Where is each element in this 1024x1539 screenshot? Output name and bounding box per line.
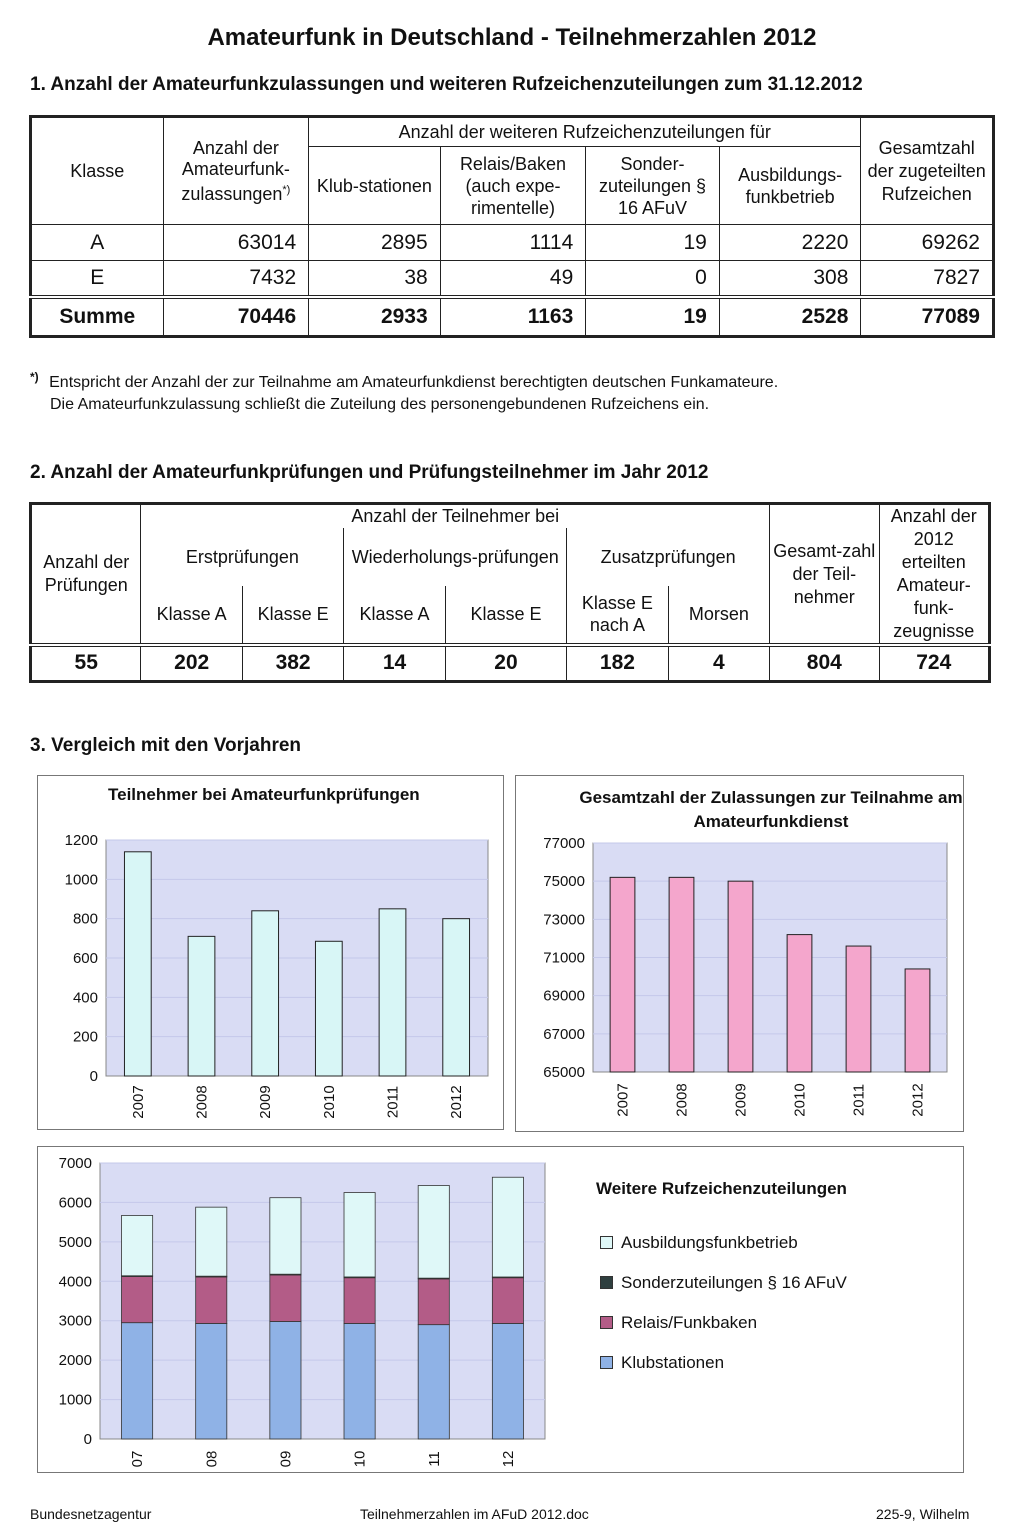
chart-teilnehmer-box: [37, 775, 504, 1130]
bar: [846, 946, 871, 1072]
bar-segment: [122, 1323, 153, 1439]
exams-table: [29, 502, 991, 683]
bar-segment: [270, 1275, 301, 1322]
x-tick-label: 2009: [257, 1085, 275, 1119]
chart-zulassungen-title: Gesamtzahl der Zulassungen zur Teilnahme am Amateurfunkdienst: [579, 788, 963, 831]
x-tick-label: 10: [351, 1450, 369, 1468]
header-morsen: Morsen: [668, 586, 769, 646]
legend-relais: Relais/Funkbaken: [600, 1313, 757, 1333]
y-tick-label: 2000: [58, 1352, 92, 1370]
header-ausbildung: Ausbildungs-funkbetrieb: [719, 147, 861, 225]
chart-zulassungen: [516, 776, 963, 1131]
x-tick-label: 12: [499, 1450, 517, 1468]
footer-right: 225-9, Wilhelm: [876, 1506, 970, 1522]
bar-segment: [492, 1323, 523, 1439]
x-tick-label: 2012: [448, 1085, 466, 1119]
bar-segment: [122, 1277, 153, 1323]
table-row: E 7432 38 49 0 308 7827: [31, 261, 994, 297]
legend-klub: Klubstationen: [600, 1353, 724, 1373]
section2-heading: 2. Anzahl der Amateurfunkprüfungen und Prüfungsteilnehmer im Jahr 2012: [30, 462, 709, 483]
y-tick-label: 4000: [58, 1273, 92, 1291]
bar-segment: [344, 1278, 375, 1324]
y-tick-label: 67000: [543, 1025, 585, 1043]
x-tick-label: 2011: [384, 1085, 402, 1119]
x-tick-label: 07: [129, 1450, 147, 1468]
header-gesamt: Gesamtzahl der zugeteilten Rufzeichen: [861, 117, 994, 225]
header-zusatz: Zusatzprüfungen: [567, 528, 770, 585]
legend-title: Weitere Rufzeichenzuteilungen: [596, 1179, 847, 1198]
x-tick-label: 2008: [673, 1083, 691, 1117]
legend-swatch: [600, 1356, 613, 1369]
y-tick-label: 600: [72, 950, 98, 967]
bar: [610, 877, 635, 1072]
chart-zulassungen-box: [515, 775, 964, 1132]
x-tick-label: 11: [425, 1451, 443, 1467]
header-zulassungen: Anzahl der Amateurfunk-zulassungen*): [163, 117, 309, 225]
chart-rufzeichen: [38, 1147, 578, 1472]
footnote: *) Entspricht der Anzahl der zur Teilnahme am Amateurfunkdienst berechtigten deutschen Funkamateure. Die Amateurfunkzulassung schließt die Zuteilung des personengebundenen Rufzeichens ein.: [30, 370, 779, 414]
document-title: Amateurfunk in Deutschland - Teilnehmerzahlen 2012: [207, 24, 817, 51]
bar-segment: [196, 1323, 227, 1439]
section1-heading: 1. Anzahl der Amateurfunkzulassungen und weiteren Rufzeichenzuteilungen zum 31.12.2012: [30, 74, 863, 95]
legend-sonder: Sonderzuteilungen § 16 AFuV: [600, 1273, 847, 1293]
y-tick-label: 7000: [58, 1155, 92, 1172]
x-tick-label: 2007: [614, 1083, 632, 1117]
y-tick-label: 0: [89, 1068, 98, 1085]
y-tick-label: 71000: [543, 949, 585, 967]
bar: [315, 941, 342, 1076]
table-row: A 63014 2895 1114 19 2220 69262: [31, 225, 994, 261]
header-sonder: Sonder-zuteilungen § 16 AFuV: [586, 147, 720, 225]
header-klasse: Klasse: [31, 117, 164, 225]
bar-segment: [196, 1207, 227, 1276]
y-tick-label: 65000: [543, 1064, 585, 1081]
bar-segment: [196, 1277, 227, 1324]
bar: [728, 881, 753, 1072]
table-row: 55 202 382 14 20 182 4 804 724: [31, 645, 990, 681]
bar-segment: [418, 1279, 449, 1325]
x-tick-label: 2010: [320, 1085, 338, 1119]
y-tick-label: 200: [72, 1028, 98, 1046]
bar-segment: [492, 1177, 523, 1277]
y-tick-label: 0: [83, 1431, 92, 1448]
bar-segment: [418, 1185, 449, 1278]
y-tick-label: 73000: [543, 911, 585, 929]
bar: [443, 919, 470, 1076]
header-erst-a: Klasse A: [141, 586, 242, 646]
legend-swatch: [600, 1236, 613, 1249]
bar-segment: [270, 1322, 301, 1439]
header-wieder-a: Klasse A: [344, 586, 445, 646]
header-gesamt-teilnehmer: Gesamt-zahl der Teil-nehmer: [770, 504, 879, 646]
bar-segment: [344, 1193, 375, 1277]
bar-segment: [418, 1325, 449, 1439]
sum-row: Summe 70446 2933 1163 19 2528 77089: [31, 297, 994, 337]
x-tick-label: 2007: [129, 1085, 147, 1119]
y-tick-label: 400: [72, 989, 98, 1007]
chart-teilnehmer-title: Teilnehmer bei Amateurfunkprüfungen: [108, 785, 420, 804]
header-relais: Relais/Baken (auch expe-rimentelle): [440, 147, 586, 225]
y-tick-label: 69000: [543, 987, 585, 1005]
plot-area: [100, 1163, 545, 1439]
x-tick-label: 2012: [909, 1083, 927, 1117]
x-tick-label: 2010: [791, 1083, 809, 1117]
y-tick-label: 6000: [58, 1194, 92, 1212]
footer-center: Teilnehmerzahlen im AFuD 2012.doc: [360, 1506, 589, 1522]
bar-segment: [270, 1198, 301, 1274]
header-zusatz-ea: Klasse E nach A: [567, 586, 668, 646]
header-teilnehmer-group: Anzahl der Teilnehmer bei: [141, 504, 770, 529]
section3-heading: 3. Vergleich mit den Vorjahren: [30, 735, 302, 756]
y-tick-label: 5000: [58, 1233, 92, 1251]
header-wieder: Wiederholungs-prüfungen: [344, 528, 567, 585]
licenses-table: [29, 115, 995, 338]
bar: [252, 911, 279, 1076]
bar: [787, 935, 812, 1072]
y-tick-label: 1200: [64, 832, 98, 849]
header-group: Anzahl der weiteren Rufzeichenzuteilungen für: [309, 117, 861, 147]
y-tick-label: 1000: [64, 871, 98, 889]
x-tick-label: 2011: [850, 1083, 868, 1117]
y-tick-label: 1000: [58, 1391, 92, 1409]
bar-segment: [344, 1323, 375, 1439]
bar: [905, 969, 930, 1072]
legend-swatch: [600, 1276, 613, 1289]
bar-segment: [122, 1215, 153, 1275]
x-tick-label: 2008: [193, 1085, 211, 1119]
footer-left: Bundesnetzagentur: [30, 1506, 152, 1522]
bar: [669, 877, 694, 1072]
chart-rufzeichen-box: [37, 1146, 964, 1473]
header-pruefungen: Anzahl der Prüfungen: [31, 504, 141, 646]
y-tick-label: 75000: [543, 873, 585, 891]
header-erst-e: Klasse E: [242, 586, 343, 646]
header-zeugnisse: Anzahl der 2012 erteilten Amateur-funk-zeugnisse: [879, 504, 989, 646]
y-tick-label: 77000: [543, 835, 585, 852]
chart-teilnehmer: [38, 776, 503, 1129]
header-klub: Klub-stationen: [309, 147, 441, 225]
header-wieder-e: Klasse E: [445, 586, 567, 646]
bar: [124, 852, 151, 1076]
y-tick-label: 3000: [58, 1312, 92, 1330]
header-erst: Erstprüfungen: [141, 528, 344, 585]
legend-ausbildung: Ausbildungsfunkbetrieb: [600, 1233, 798, 1253]
x-tick-label: 2009: [732, 1083, 750, 1117]
y-tick-label: 800: [72, 910, 98, 928]
bar: [379, 909, 406, 1076]
bar-segment: [492, 1278, 523, 1324]
bar: [188, 936, 215, 1076]
legend-swatch: [600, 1316, 613, 1329]
x-tick-label: 09: [277, 1450, 295, 1468]
x-tick-label: 08: [203, 1450, 221, 1468]
